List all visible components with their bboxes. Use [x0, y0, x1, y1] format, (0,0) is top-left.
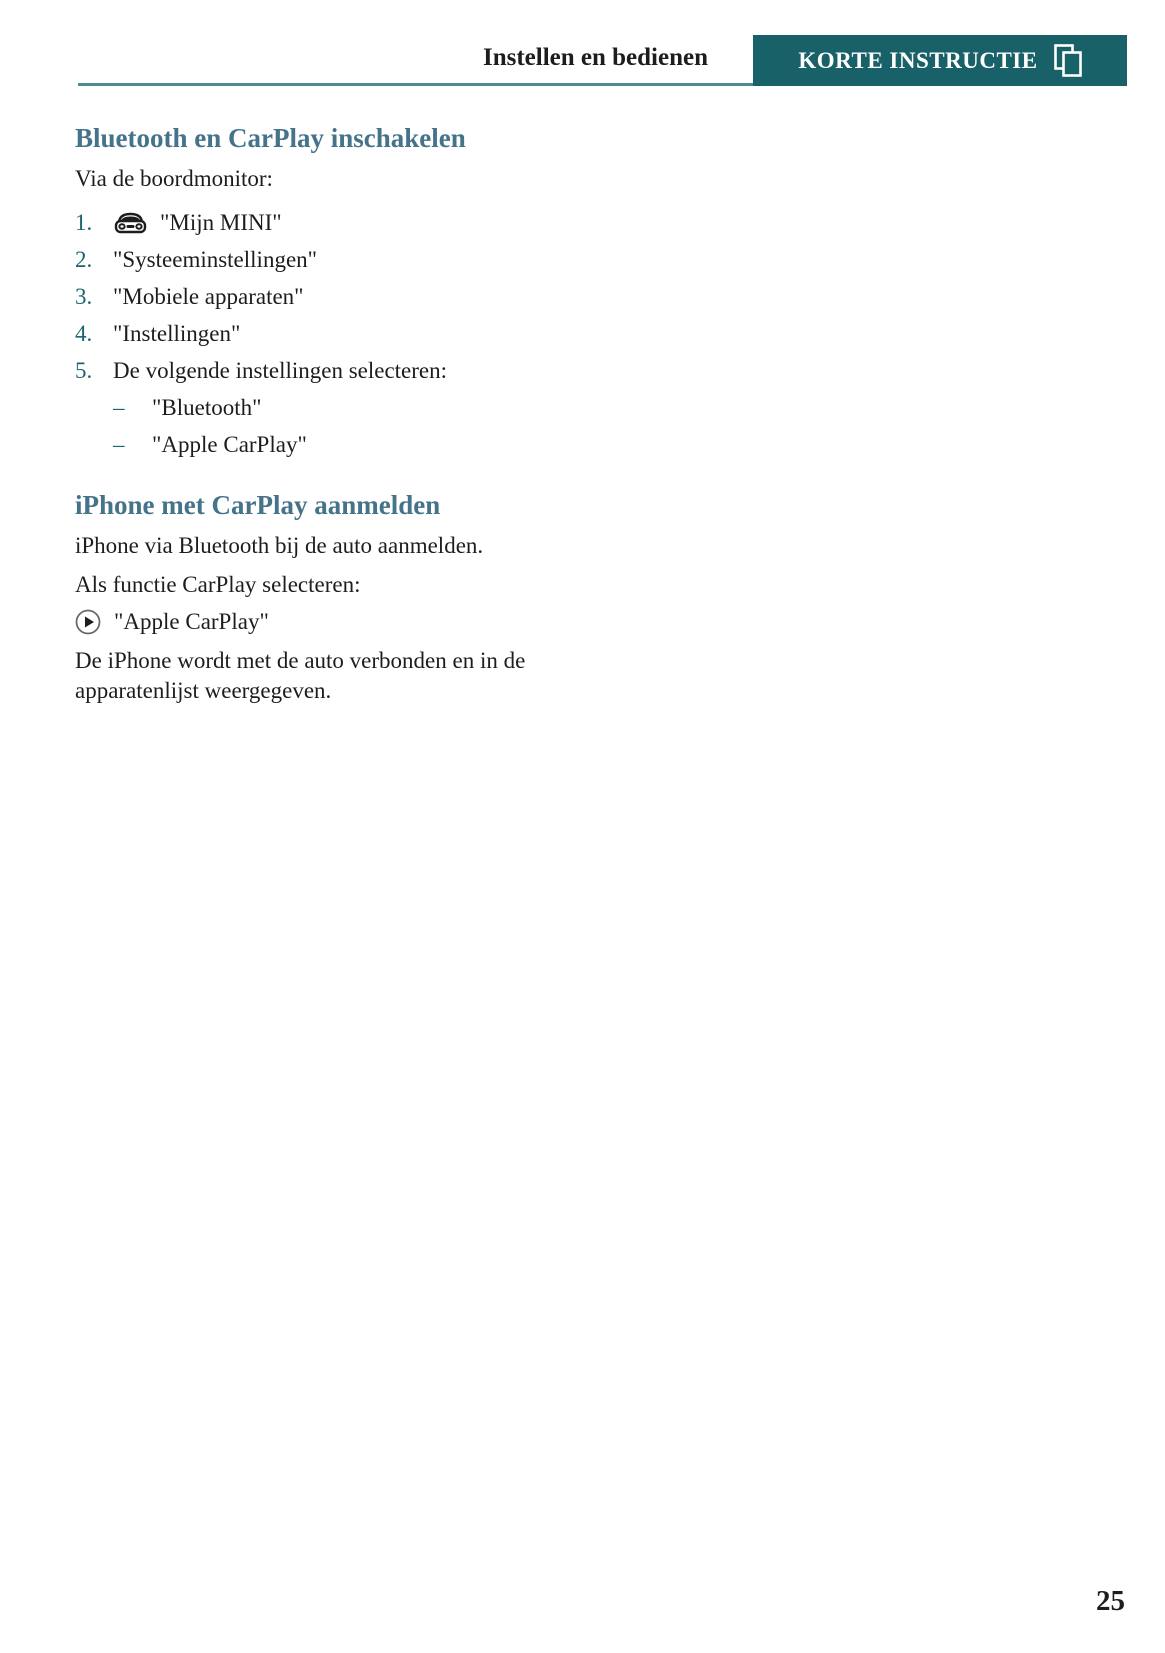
section-iphone-carplay — [75, 489, 615, 706]
car-icon — [113, 210, 148, 236]
step-label: "Mobiele apparaten" — [113, 284, 304, 309]
page-content — [75, 122, 615, 706]
section-intro: Via de boordmonitor: — [75, 166, 273, 191]
list-item — [75, 245, 615, 275]
steps-list — [75, 208, 615, 386]
play-icon — [75, 609, 101, 635]
section-heading-iphone-carplay: iPhone met CarPlay aanmelden — [75, 490, 441, 520]
sub-step-label: "Bluetooth" — [152, 395, 262, 420]
list-item — [75, 356, 615, 386]
list-item — [113, 393, 615, 423]
list-item — [75, 319, 615, 349]
step-label: "Systeeminstellingen" — [113, 247, 318, 272]
header-rule — [78, 83, 753, 86]
action-label: "Apple CarPlay" — [114, 609, 269, 634]
step-number: 4. — [75, 321, 93, 346]
section-heading-bluetooth-carplay: Bluetooth en CarPlay inschakelen — [75, 123, 466, 153]
action-item — [75, 607, 615, 637]
list-item — [75, 208, 615, 238]
step-number: 5. — [75, 358, 93, 383]
result-paragraph: De iPhone wordt met de auto verbonden en in de apparatenlijst weergegeven. — [75, 648, 526, 703]
header-section-title: Instellen en bedienen — [482, 44, 708, 71]
pages-icon — [1054, 44, 1082, 77]
step-label: "Instellingen" — [113, 321, 241, 346]
step-label: De volgende instellingen selecteren: — [113, 358, 448, 383]
chapter-badge[interactable] — [753, 35, 1127, 86]
step-number: 1. — [75, 210, 93, 235]
chapter-badge-label: KORTE INSTRUCTIE — [798, 47, 1038, 73]
list-item — [113, 430, 615, 460]
body-paragraph: iPhone via Bluetooth bij de auto aanmelden. — [75, 533, 484, 558]
sub-steps-list — [113, 393, 615, 460]
step-number: 3. — [75, 284, 93, 309]
sub-step-label: "Apple CarPlay" — [152, 432, 307, 457]
dash-bullet: – — [113, 432, 125, 457]
page-number: 25 — [1096, 1585, 1125, 1617]
dash-bullet: – — [113, 395, 125, 420]
body-paragraph: Als functie CarPlay selecteren: — [75, 572, 361, 597]
step-number: 2. — [75, 247, 93, 272]
list-item — [75, 282, 615, 312]
step-label: "Mijn MINI" — [160, 210, 282, 235]
